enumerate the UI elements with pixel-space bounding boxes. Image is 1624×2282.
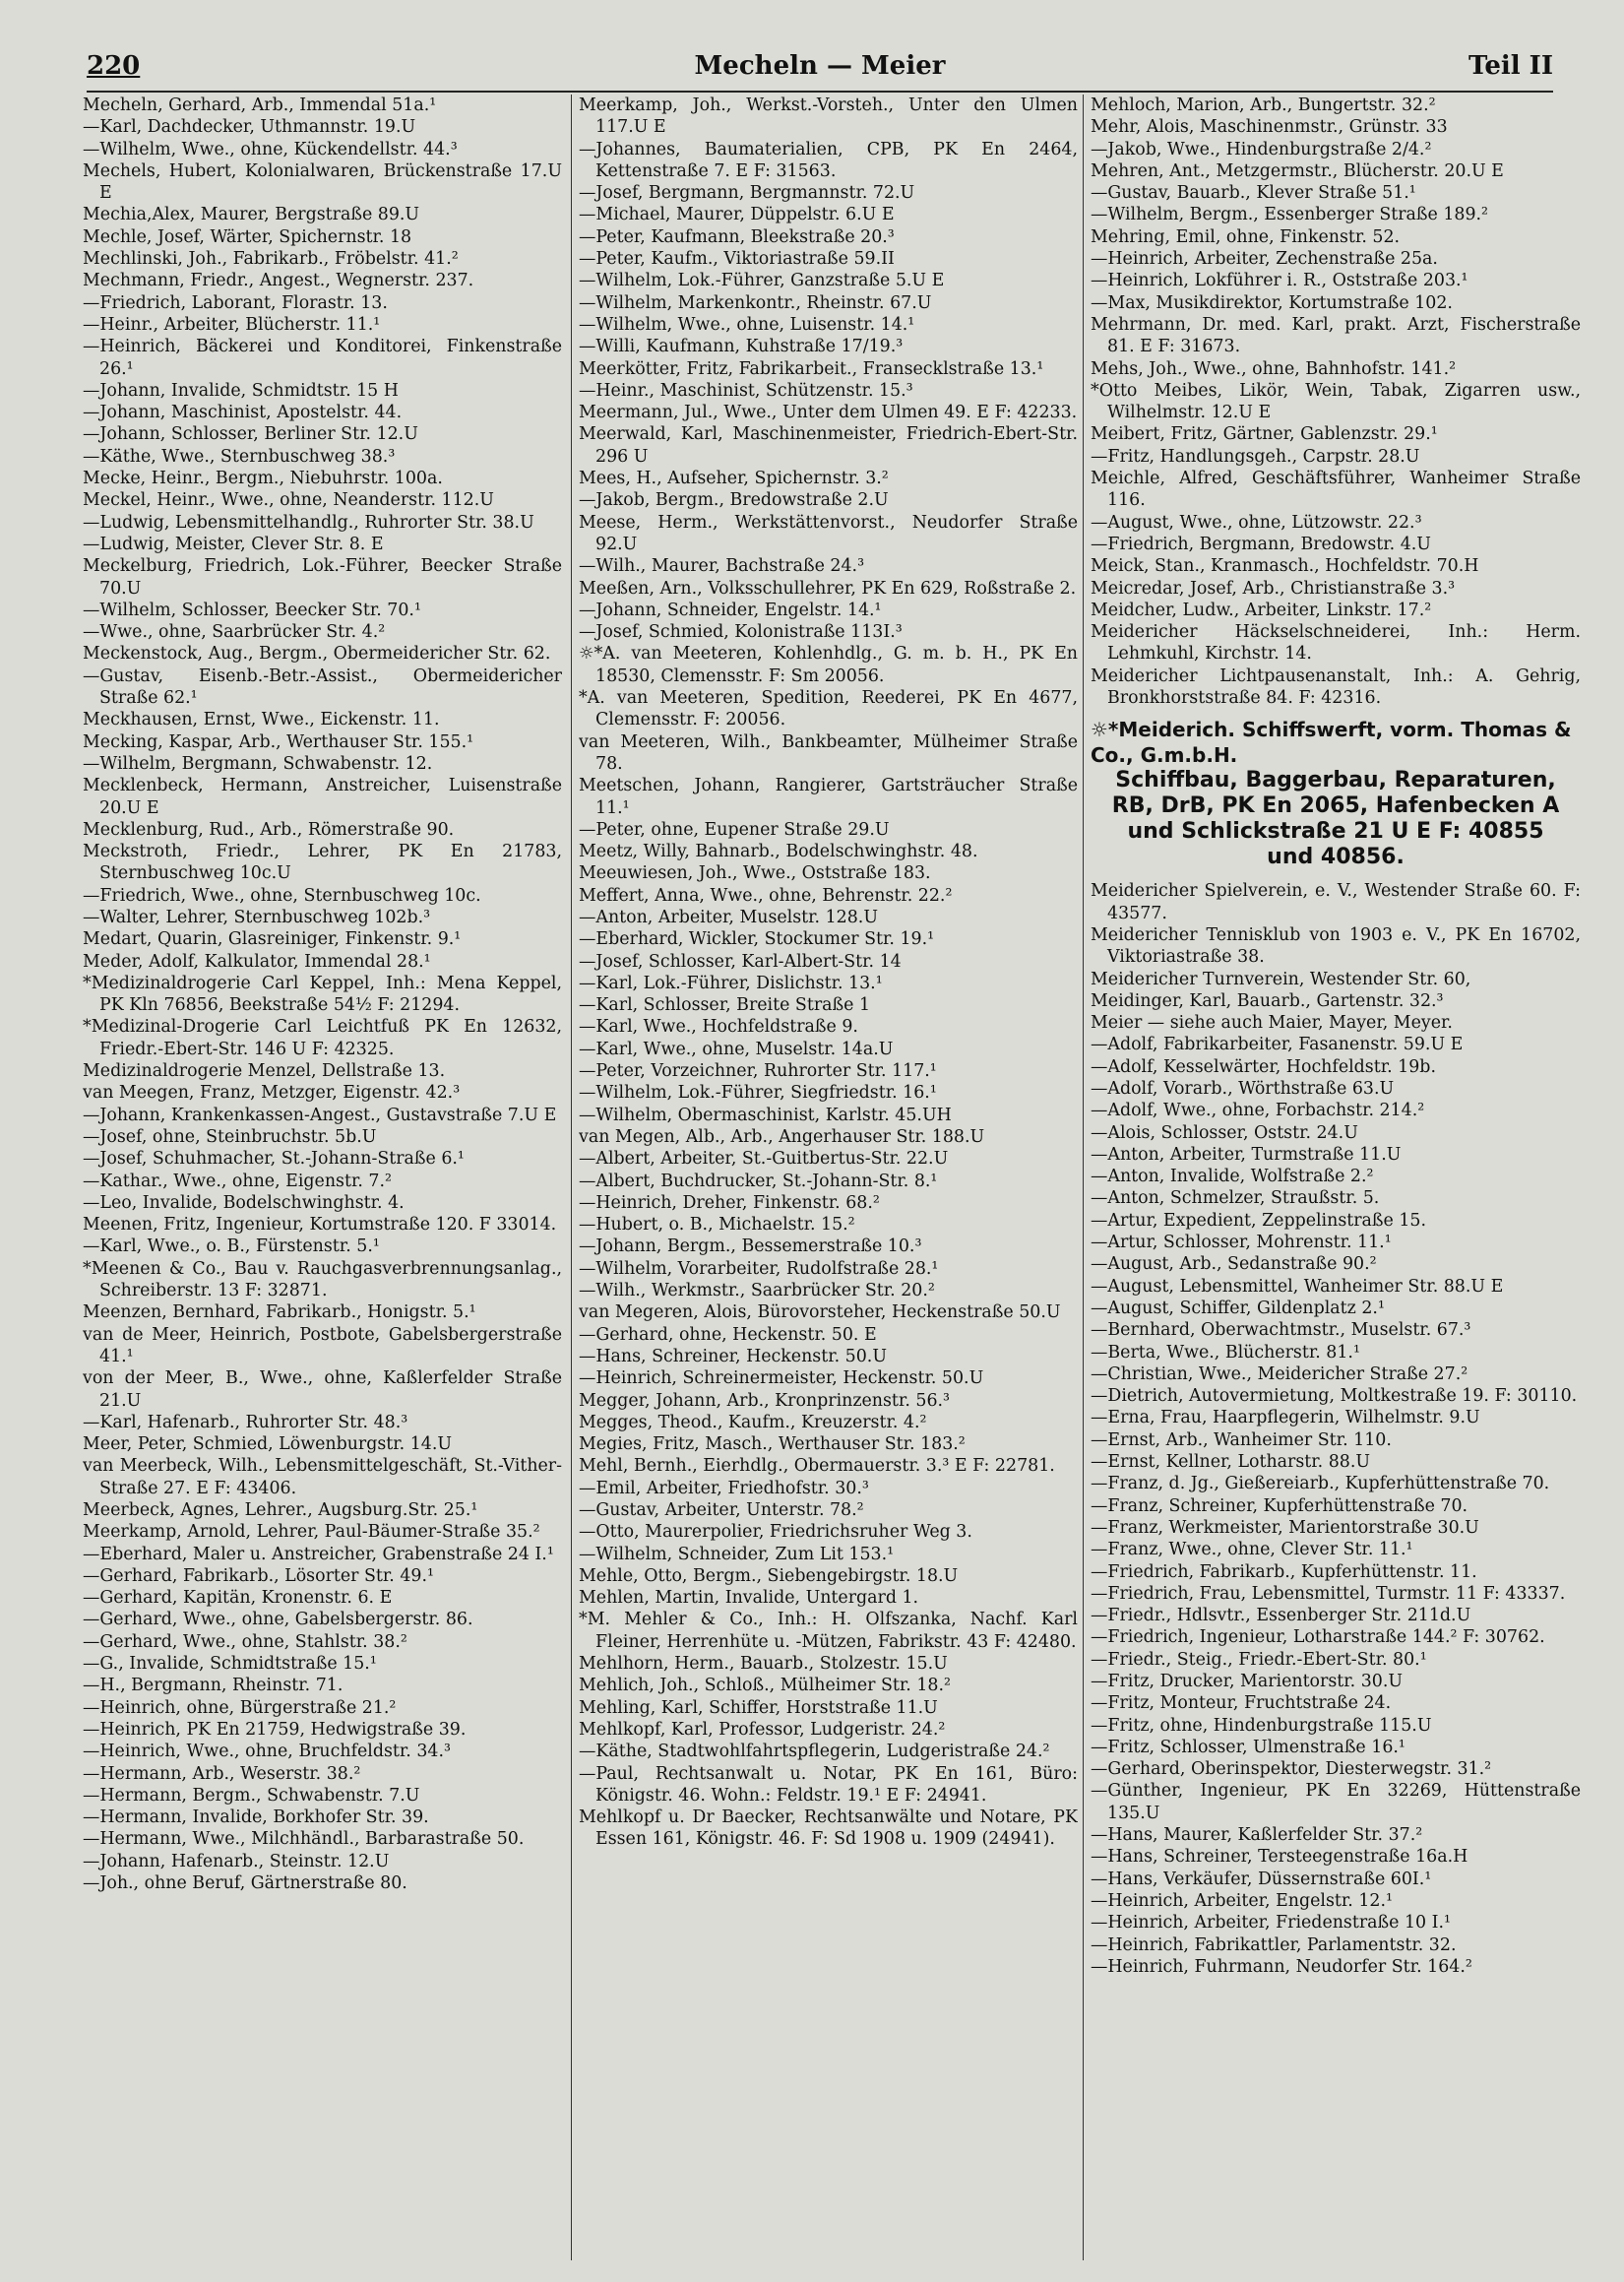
directory-entry: —Anton, Invalide, Wolfstraße 2.² xyxy=(1091,1167,1374,1187)
shipyard-advertisement xyxy=(1091,717,1581,870)
directory-entry: —Karl, Wwe., ohne, Muselstr. 14a.U xyxy=(579,1039,894,1059)
directory-entry: —Karl, Lok.-Führer, Dislichstr. 13.¹ xyxy=(579,973,883,993)
ad-line: Schiffbau, Baggerbau, Reparaturen, xyxy=(1115,768,1556,793)
directory-entry: —Dietrich, Autovermietung, Moltkestraße 19. F: 30110. xyxy=(1091,1386,1578,1407)
directory-entry: —Wilhelm, Markenkontr., Rheinstr. 67.U xyxy=(579,292,932,313)
directory-entry: —Hans, Schreiner, Heckenstr. 50.U xyxy=(579,1346,887,1366)
directory-entry: —Gustav, Eisenb.-Betr.-Assist., Obermeidericher Straße 62.¹ xyxy=(83,666,562,709)
directory-entry: Mehr, Alois, Maschinenmstr., Grünstr. 33 xyxy=(1091,117,1448,138)
directory-entry: Megges, Theod., Kaufm., Kreuzerstr. 4.² xyxy=(579,1412,927,1432)
directory-entry: —Leo, Invalide, Bodelschwinghstr. 4. xyxy=(83,1192,405,1213)
directory-entry: —Wwe., ohne, Saarbrücker Str. 4.² xyxy=(83,622,386,643)
directory-entry: Meckstroth, Friedr., Lehrer, PK En 21783, Sternbuschweg 10c.U xyxy=(83,842,562,884)
directory-entry: Meffert, Anna, Wwe., ohne, Behrenstr. 22.² xyxy=(579,885,953,906)
directory-entry: —August, Arb., Sedanstraße 90.² xyxy=(1091,1254,1377,1275)
directory-entry: —Fritz, Drucker, Marientorstr. 30.U xyxy=(1091,1672,1404,1691)
directory-entry: van Meerbeck, Wilh., Lebensmittelgeschäft, St.-Vither-Straße 27. E F: 43406. xyxy=(83,1456,562,1498)
directory-entry: —Johann, Maschinist, Apostelstr. 44. xyxy=(83,403,403,423)
directory-entry: —Josef, ohne, Steinbruchstr. 5b.U xyxy=(83,1126,377,1147)
directory-entry: —Heinrich, PK En 21759, Hedwigstraße 39. xyxy=(83,1719,467,1740)
directory-entry: Meick, Stan., Kranmasch., Hochfeldstr. 70.H xyxy=(1091,556,1479,577)
directory-entry: Mecklenbeck, Hermann, Anstreicher, Luisenstraße 20.U E xyxy=(83,776,562,818)
directory-entry: Megger, Johann, Arb., Kronprinzenstr. 56.³ xyxy=(579,1390,951,1411)
directory-entry: Mehling, Karl, Schiffer, Horststraße 11.U xyxy=(579,1697,938,1718)
directory-entry: van Meegen, Franz, Metzger, Eigenstr. 42.³ xyxy=(83,1083,461,1104)
directory-entry: —Wilhelm, Schlosser, Beecker Str. 70.¹ xyxy=(83,600,421,620)
directory-entry: —Wilhelm, Schneider, Zum Lit 153.¹ xyxy=(579,1544,895,1564)
directory-entry: —Gerhard, Oberinspektor, Diesterwegstr. 31.² xyxy=(1091,1759,1492,1780)
directory-entry: —Ernst, Kellner, Lotharstr. 88.U xyxy=(1091,1452,1371,1473)
directory-entry: Mehring, Emil, ohne, Finkenstr. 52. xyxy=(1091,226,1401,247)
directory-entry: —Max, Musikdirektor, Kortumstraße 102. xyxy=(1091,292,1453,313)
directory-entry: —Karl, Dachdecker, Uthmannstr. 19.U xyxy=(83,117,416,138)
directory-entry: —Wilhelm, Vorarbeiter, Rudolfstraße 28.¹ xyxy=(579,1258,939,1279)
directory-entry: —Michael, Maurer, Düppelstr. 6.U E xyxy=(579,205,895,225)
directory-entry: —Albert, Arbeiter, St.-Guitbertus-Str. 22.U xyxy=(579,1149,949,1170)
directory-entry: Meese, Herm., Werkstättenvorst., Neudorfer Straße 92.U xyxy=(579,512,1078,554)
directory-entry: —Johann, Invalide, Schmidtstr. 15 H xyxy=(83,380,399,401)
directory-entry: —Alois, Schlosser, Oststr. 24.U xyxy=(1091,1122,1358,1143)
page-header xyxy=(87,51,1553,91)
directory-entry: —Heinr., Maschinist, Schützenstr. 15.³ xyxy=(579,380,913,401)
directory-entry: —Heinrich, Fabrikattler, Parlamentstr. 32. xyxy=(1091,1934,1457,1955)
ad-title: ☼*Meiderich. Schiffswerft, vorm. Thomas & Co., G.m.b.H. xyxy=(1091,718,1572,768)
directory-entry: —Johann, Hafenarb., Steinstr. 12.U xyxy=(83,1851,390,1871)
directory-entry: —Gerhard, Fabrikarb., Lösorter Str. 49.¹ xyxy=(83,1565,434,1586)
directory-entry: *Medizinaldrogerie Carl Keppel, Inh.: Mena Keppel, PK Kln 76856, Beekstraße 54½ F: 21294. xyxy=(83,973,562,1016)
directory-entry: —Johann, Bergm., Bessemerstraße 10.³ xyxy=(579,1236,922,1257)
directory-entry: —Peter, ohne, Eupener Straße 29.U xyxy=(579,819,890,840)
directory-entry: —Günther, Ingenieur, PK En 32269, Hüttenstraße 135.U xyxy=(1091,1781,1581,1823)
directory-entry: —Eberhard, Wickler, Stockumer Str. 19.¹ xyxy=(579,929,935,950)
column-3-entries-top xyxy=(1091,95,1581,709)
directory-entry: Mehrmann, Dr. med. Karl, prakt. Arzt, Fischerstraße 81. E F: 31673. xyxy=(1091,314,1581,357)
directory-entry: —Heinrich, Arbeiter, Engelstr. 12.¹ xyxy=(1091,1890,1393,1911)
directory-entry: —Heinrich, Arbeiter, Zechenstraße 25a. xyxy=(1091,249,1438,270)
column-divider xyxy=(1083,95,1084,2260)
directory-entry: —Adolf, Kesselwärter, Hochfeldstr. 19b. xyxy=(1091,1056,1436,1077)
directory-entry: Mecheln, Gerhard, Arb., Immendal 51a.¹ xyxy=(83,95,437,115)
directory-entry: —Adolf, Wwe., ohne, Forbachstr. 214.² xyxy=(1091,1101,1425,1121)
directory-entry: —Kathar., Wwe., ohne, Eigenstr. 7.² xyxy=(83,1171,392,1191)
directory-entry: —Hans, Schreiner, Tersteegenstraße 16a.H xyxy=(1091,1847,1468,1868)
directory-entry: —Peter, Vorzeichner, Ruhrorter Str. 117.¹ xyxy=(579,1061,937,1082)
directory-entry: Meidcher, Ludw., Arbeiter, Linkstr. 17.² xyxy=(1091,600,1432,620)
directory-entry: —Eberhard, Maler u. Anstreicher, Grabenstraße 24 I.¹ xyxy=(83,1544,554,1564)
directory-entry: —Peter, Kaufm., Viktoriastraße 59.II xyxy=(579,249,895,270)
directory-entry: —Friedrich, Frau, Lebensmittel, Turmstr. 11 F: 43337. xyxy=(1091,1583,1566,1604)
directory-entry: Meidericher Häckselschneiderei, Inh.: Herm. Lehmkuhl, Kirchstr. 14. xyxy=(1091,622,1581,665)
directory-entry: —Artur, Schlosser, Mohrenstr. 11.¹ xyxy=(1091,1233,1392,1253)
directory-entry: Meidericher Turnverein, Westender Str. 60, xyxy=(1091,969,1471,989)
directory-entry: Meerkamp, Arnold, Lehrer, Paul-Bäumer-Straße 35.² xyxy=(83,1522,540,1543)
directory-entry: Meier — siehe auch Maier, Mayer, Meyer. xyxy=(1091,1013,1453,1034)
directory-entry: Mehlen, Martin, Invalide, Untergard 1. xyxy=(579,1588,919,1609)
directory-entry: —Heinr., Arbeiter, Blücherstr. 11.¹ xyxy=(83,314,381,335)
ad-line: RB, DrB, PK En 2065, Hafenbecken A xyxy=(1111,793,1560,819)
directory-entry: —Gustav, Arbeiter, Unterstr. 78.² xyxy=(579,1500,864,1520)
directory-entry: —Fritz, Monteur, Fruchtstraße 24. xyxy=(1091,1693,1392,1714)
directory-entry: Meetschen, Johann, Rangierer, Gartsträucher Straße 11.¹ xyxy=(579,776,1078,818)
directory-entry: —Johann, Krankenkassen-Angest., Gustavstraße 7.U E xyxy=(83,1105,557,1125)
directory-entry: —Adolf, Fabrikarbeiter, Fasanenstr. 59.U E xyxy=(1091,1035,1464,1055)
directory-entry: —Willi, Kaufmann, Kuhstraße 17/19.³ xyxy=(579,337,904,357)
directory-entry: *Otto Meibes, Likör, Wein, Tabak, Zigarren usw., Wilhelmstr. 12.U E xyxy=(1091,380,1581,423)
directory-entry: Meenzen, Bernhard, Fabrikarb., Honigstr. 5.¹ xyxy=(83,1302,476,1323)
directory-entry: —Wilh., Maurer, Bachstraße 24.³ xyxy=(579,556,865,577)
directory-entry: —Christian, Wwe., Meidericher Straße 27.² xyxy=(1091,1363,1468,1384)
directory-entry: —Hans, Maurer, Kaßlerfelder Str. 37.² xyxy=(1091,1825,1423,1846)
directory-entry: —Gerhard, Kapitän, Kronenstr. 6. E xyxy=(83,1588,393,1609)
directory-entry: —Franz, d. Jg., Gießereiarb., Kupferhüttenstraße 70. xyxy=(1091,1474,1550,1494)
directory-entry: —Ludwig, Meister, Clever Str. 8. E xyxy=(83,534,384,554)
directory-entry: Mechmann, Friedr., Angest., Wegnerstr. 237. xyxy=(83,271,474,291)
directory-entry: —Franz, Wwe., ohne, Clever Str. 11.¹ xyxy=(1091,1540,1413,1560)
directory-entry: —Heinrich, Wwe., ohne, Bruchfeldstr. 34.³ xyxy=(83,1742,451,1762)
directory-entry: *A. van Meeteren, Spedition, Reederei, PK En 4677, Clemensstr. F: 20056. xyxy=(579,688,1078,730)
directory-entry: van Megeren, Alois, Bürovorsteher, Heckenstraße 50.U xyxy=(579,1302,1061,1323)
column-1 xyxy=(83,95,562,2270)
directory-entry: —Käthe, Stadtwohlfahrtspflegerin, Ludgeristraße 24.² xyxy=(579,1742,1050,1762)
directory-entry: Meerwald, Karl, Maschinenmeister, Friedrich-Ebert-Str. 296 U xyxy=(579,424,1078,467)
directory-entry: —Erna, Frau, Haarpflegerin, Wilhelmstr. 9.U xyxy=(1091,1408,1480,1428)
directory-entry: —Friedrich, Laborant, Florastr. 13. xyxy=(83,292,388,313)
directory-entry: Meer, Peter, Schmied, Löwenburgstr. 14.U xyxy=(83,1434,453,1455)
page-number: 220 xyxy=(87,51,141,81)
directory-entry: Meckhausen, Ernst, Wwe., Eickenstr. 11. xyxy=(83,710,440,730)
directory-entry: van de Meer, Heinrich, Postbote, Gabelsbergerstraße 41.¹ xyxy=(83,1324,562,1366)
column-2 xyxy=(579,95,1078,2270)
directory-entry: —Peter, Kaufmann, Bleekstraße 20.³ xyxy=(579,226,895,247)
directory-entry: Mechels, Hubert, Kolonialwaren, Brückenstraße 17.U E xyxy=(83,160,562,204)
directory-entry: —Artur, Expedient, Zeppelinstraße 15. xyxy=(1091,1210,1427,1231)
directory-entry: —Heinrich, Schreinermeister, Heckenstr. 50.U xyxy=(579,1368,984,1389)
directory-entry: —Heinrich, Fuhrmann, Neudorfer Str. 164.² xyxy=(1091,1956,1472,1977)
directory-entry: Meder, Adolf, Kalkulator, Immendal 28.¹ xyxy=(83,951,431,972)
directory-entry: Meeßen, Arn., Volksschullehrer, PK En 629, Roßstraße 2. xyxy=(579,578,1077,599)
directory-entry: —Heinrich, Dreher, Finkenstr. 68.² xyxy=(579,1192,880,1213)
directory-entry: —Heinrich, ohne, Bürgerstraße 21.² xyxy=(83,1697,397,1718)
directory-entry: —Fritz, Handlungsgeh., Carpstr. 28.U xyxy=(1091,446,1420,467)
directory-entry: Meerbeck, Agnes, Lehrer., Augsburg.Str. 25.¹ xyxy=(83,1500,478,1520)
directory-entry: —Karl, Schlosser, Breite Straße 1 xyxy=(579,995,871,1016)
directory-entry: —Josef, Schuhmacher, St.-Johann-Straße 6.¹ xyxy=(83,1149,465,1170)
directory-entry: —Wilhelm, Wwe., ohne, Luisenstr. 14.¹ xyxy=(579,314,915,335)
directory-entry: —Josef, Schmied, Kolonistraße 113I.³ xyxy=(579,622,903,643)
directory-entry: —Hermann, Invalide, Borkhofer Str. 39. xyxy=(83,1807,429,1828)
directory-entry: —Johannes, Baumaterialien, CPB, PK En 2464, Kettenstraße 7. E F: 31563. xyxy=(579,139,1078,181)
directory-entry: *Medizinal-Drogerie Carl Leichtfuß PK En 12632, Friedr.-Ebert-Str. 146 U F: 42325. xyxy=(83,1017,562,1059)
directory-entry: Mechlinski, Joh., Fabrikarb., Fröbelstr. 41.² xyxy=(83,249,459,270)
directory-entry: Mehle, Otto, Bergm., Siebengebirgstr. 18.U xyxy=(579,1565,959,1586)
directory-entry: —Wilhelm, Lok.-Führer, Ganzstraße 5.U E xyxy=(579,271,945,291)
directory-entry: Meenen, Fritz, Ingenieur, Kortumstraße 120. F 33014. xyxy=(83,1215,557,1236)
directory-entry: Medizinaldrogerie Menzel, Dellstraße 13. xyxy=(83,1061,446,1082)
directory-entry: —Fritz, ohne, Hindenburgstraße 115.U xyxy=(1091,1715,1432,1736)
directory-entry: —Jakob, Wwe., Hindenburgstraße 2/4.² xyxy=(1091,139,1432,159)
directory-entry: —Friedrich, Ingenieur, Lotharstraße 144.² F: 30762. xyxy=(1091,1627,1545,1648)
directory-entry: —Hermann, Wwe., Milchhändl., Barbarastraße 50. xyxy=(83,1829,525,1850)
directory-entry: —Gerhard, Wwe., ohne, Gabelsbergerstr. 86. xyxy=(83,1610,473,1630)
directory-entry: —Gustav, Bauarb., Klever Straße 51.¹ xyxy=(1091,183,1416,204)
directory-entry: —Paul, Rechtsanwalt u. Notar, PK En 161, Büro: Königstr. 46. Wohn.: Feldstr. 19.¹ E F: 24941. xyxy=(579,1763,1078,1806)
directory-entry: —Wilhelm, Bergm., Essenberger Straße 189.² xyxy=(1091,205,1489,225)
directory-entry: —Karl, Wwe., Hochfeldstraße 9. xyxy=(579,1017,858,1038)
directory-entry: —Josef, Schlosser, Karl-Albert-Str. 14 xyxy=(579,951,902,972)
directory-entry: Meidericher Spielverein, e. V., Westender Straße 60. F: 43577. xyxy=(1091,881,1581,923)
directory-entry: —Franz, Schreiner, Kupferhüttenstraße 70. xyxy=(1091,1495,1468,1516)
ad-line: und 40856. xyxy=(1267,845,1405,870)
directory-entry: Meichle, Alfred, Geschäftsführer, Wanheimer Straße 116. xyxy=(1091,469,1581,511)
directory-entry: —Fritz, Schlosser, Ulmenstraße 16.¹ xyxy=(1091,1737,1405,1757)
directory-entry: *M. Mehler & Co., Inh.: H. Olfszanka, Nachf. Karl Fleiner, Herrenhüte u. -Mützen, Fabrikstr. 43 F: 42480. xyxy=(579,1610,1078,1652)
directory-entry: —Karl, Wwe., o. B., Fürstenstr. 5.¹ xyxy=(83,1236,380,1257)
directory-entry: Mehlkopf, Karl, Professor, Ludgeristr. 24.² xyxy=(579,1719,946,1740)
directory-entry: Meermann, Jul., Wwe., Unter dem Ulmen 49. E F: 42233. xyxy=(579,403,1078,423)
directory-entry: —Adolf, Vorarb., Wörthstraße 63.U xyxy=(1091,1078,1395,1099)
directory-entry: Meerkötter, Fritz, Fabrikarbeit., Fransecklstraße 13.¹ xyxy=(579,358,1044,379)
column-3 xyxy=(1091,95,1581,2270)
directory-entry: Meidericher Lichtpausenanstalt, Inh.: A. Gehrig, Bronkhorststraße 84. F: 42316. xyxy=(1091,666,1581,709)
directory-entry: von der Meer, B., Wwe., ohne, Kaßlerfelder Straße 21.U xyxy=(83,1368,562,1411)
directory-entry: —Friedr., Hdlsvtr., Essenberger Str. 211d.U xyxy=(1091,1606,1471,1626)
directory-entry: —Josef, Bergmann, Bergmannstr. 72.U xyxy=(579,183,915,204)
directory-entry: —Heinrich, Bäckerei und Konditorei, Finkenstraße 26.¹ xyxy=(83,337,562,379)
directory-entry: —Berta, Wwe., Blücherstr. 81.¹ xyxy=(1091,1342,1360,1363)
directory-entry: Mehlkopf u. Dr Baecker, Rechtsanwälte und Notare, PK Essen 161, Königstr. 46. F: Sd 1908 u. 1909 (24941). xyxy=(579,1807,1078,1850)
directory-entry: —Johann, Schneider, Engelstr. 14.¹ xyxy=(579,600,882,620)
directory-entry: —H., Bergmann, Rheinstr. 71. xyxy=(83,1676,344,1696)
directory-entry: —Joh., ohne Beruf, Gärtnerstraße 80. xyxy=(83,1873,407,1894)
directory-entry: —Emil, Arbeiter, Friedhofstr. 30.³ xyxy=(579,1478,869,1498)
directory-entry: Mecklenburg, Rud., Arb., Römerstraße 90. xyxy=(83,819,455,840)
directory-entry: —August, Lebensmittel, Wanheimer Str. 88.U E xyxy=(1091,1276,1504,1297)
directory-entry: Meidinger, Karl, Bauarb., Gartenstr. 32.³ xyxy=(1091,990,1444,1011)
directory-entry: —Gerhard, ohne, Heckenstr. 50. E xyxy=(579,1324,877,1345)
directory-entry: Megies, Fritz, Masch., Werthauser Str. 183.² xyxy=(579,1434,966,1455)
directory-entry: Mehren, Ant., Metzgermstr., Blücherstr. 20.U E xyxy=(1091,160,1504,181)
directory-entry: —Hans, Verkäufer, Düssernstraße 60I.¹ xyxy=(1091,1869,1432,1889)
directory-entry: —Hermann, Arb., Weserstr. 38.² xyxy=(83,1763,361,1784)
directory-entry: Medart, Quarin, Glasreiniger, Finkenstr. 9.¹ xyxy=(83,929,462,950)
page-title: Mecheln — Meier xyxy=(694,51,946,81)
directory-entry: —Friedrich, Wwe., ohne, Sternbuschweg 10c. xyxy=(83,885,481,906)
directory-entry: —Friedrich, Fabrikarb., Kupferhüttenstr. 11. xyxy=(1091,1561,1477,1582)
directory-entry: Mehlich, Joh., Schloß., Mülheimer Str. 18.² xyxy=(579,1676,951,1696)
directory-entry: *Meenen & Co., Bau v. Rauchgasverbrennungsanlag., Schreiberstr. 13 F: 32871. xyxy=(83,1258,562,1301)
directory-entry: —Wilhelm, Wwe., ohne, Kückendellstr. 44.³ xyxy=(83,139,458,159)
directory-entry: —Karl, Hafenarb., Ruhrorter Str. 48.³ xyxy=(83,1412,408,1432)
directory-entry: —Ernst, Arb., Wanheimer Str. 110. xyxy=(1091,1429,1392,1450)
directory-entry: Mehs, Joh., Wwe., ohne, Bahnhofstr. 141.² xyxy=(1091,358,1457,379)
directory-entry: —G., Invalide, Schmidtstraße 15.¹ xyxy=(83,1654,377,1675)
directory-entry: Mechia,Alex, Maurer, Bergstraße 89.U xyxy=(83,205,420,225)
directory-entry: Mees, H., Aufseher, Spichernstr. 3.² xyxy=(579,469,889,489)
header-divider xyxy=(87,91,1553,93)
directory-entry: Mecking, Kaspar, Arb., Werthauser Str. 155.¹ xyxy=(83,731,474,752)
directory-entry: —Jakob, Bergm., Bredowstraße 2.U xyxy=(579,490,889,511)
directory-entry: Meckelburg, Friedrich, Lok.-Führer, Beecker Straße 70.U xyxy=(83,556,562,599)
directory-entry: —Hubert, o. B., Michaelstr. 15.² xyxy=(579,1215,855,1236)
directory-entry: —Anton, Schmelzer, Straußstr. 5. xyxy=(1091,1188,1380,1209)
directory-entry: —Anton, Arbeiter, Muselstr. 128.U xyxy=(579,907,878,927)
directory-entry: —Otto, Maurerpolier, Friedrichsruher Weg 3. xyxy=(579,1522,972,1543)
directory-entry: ☼*A. van Meeteren, Kohlenhdlg., G. m. b. H., PK En 18530, Clemensstr. F: Sm 20056. xyxy=(579,644,1078,686)
directory-entry: —Friedrich, Bergmann, Bredowstr. 4.U xyxy=(1091,534,1431,554)
directory-entry: —Walter, Lehrer, Sternbuschweg 102b.³ xyxy=(83,907,431,927)
directory-entry: Meidericher Tennisklub von 1903 e. V., PK En 16702, Viktoriastraße 38. xyxy=(1091,924,1581,968)
directory-entry: Mehloch, Marion, Arb., Bungertstr. 32.² xyxy=(1091,95,1436,115)
directory-entry: —Albert, Buchdrucker, St.-Johann-Str. 8.¹ xyxy=(579,1171,938,1191)
directory-entry: Mehlhorn, Herm., Bauarb., Stolzestr. 15.U xyxy=(579,1654,948,1675)
directory-entry: —Wilhelm, Obermaschinist, Karlstr. 45.UH xyxy=(579,1105,952,1125)
directory-entry: van Meeteren, Wilh., Bankbeamter, Mülheimer Straße 78. xyxy=(579,731,1078,774)
directory-entry: —Wilhelm, Bergmann, Schwabenstr. 12. xyxy=(83,753,433,774)
directory-entry: —Anton, Arbeiter, Turmstraße 11.U xyxy=(1091,1144,1402,1165)
directory-entry: —August, Wwe., ohne, Lützowstr. 22.³ xyxy=(1091,512,1422,533)
directory-entry: Meckel, Heinr., Wwe., ohne, Neanderstr. 112.U xyxy=(83,490,494,511)
directory-entry: —Heinrich, Lokführer i. R., Oststraße 203.¹ xyxy=(1091,271,1468,291)
directory-entry: —Bernhard, Oberwachtmstr., Muselstr. 67.³ xyxy=(1091,1320,1471,1341)
directory-entry: —Wilh., Werkmstr., Saarbrücker Str. 20.² xyxy=(579,1281,935,1301)
column-divider xyxy=(571,95,572,2260)
directory-entry: Mecke, Heinr., Bergm., Niebuhrstr. 100a. xyxy=(83,469,443,489)
directory-entry: —Friedr., Steig., Friedr.-Ebert-Str. 80.¹ xyxy=(1091,1649,1427,1670)
directory-entry: Meibert, Fritz, Gärtner, Gablenzstr. 29.¹ xyxy=(1091,424,1438,445)
directory-entry: Mehl, Bernh., Eierhdlg., Obermauerstr. 3.³ E F: 22781. xyxy=(579,1456,1055,1477)
directory-entry: Meckenstock, Aug., Bergm., Obermeidericher Str. 62. xyxy=(83,644,551,665)
part-label: Teil II xyxy=(1468,51,1553,81)
directory-entry: —Hermann, Bergm., Schwabenstr. 7.U xyxy=(83,1785,420,1806)
directory-entry: —Franz, Werkmeister, Marientorstraße 30.U xyxy=(1091,1517,1479,1538)
directory-entry: van Megen, Alb., Arb., Angerhauser Str. 188.U xyxy=(579,1126,985,1147)
directory-entry: Mechle, Josef, Wärter, Spichernstr. 18 xyxy=(83,226,412,247)
directory-entry: —August, Schiffer, Gildenplatz 2.¹ xyxy=(1091,1298,1385,1318)
directory-entry: —Heinrich, Arbeiter, Friedenstraße 10 I.¹ xyxy=(1091,1913,1451,1933)
directory-entry: Meeuwiesen, Joh., Wwe., Oststraße 183. xyxy=(579,863,931,884)
directory-entry: —Johann, Schlosser, Berliner Str. 12.U xyxy=(83,424,418,445)
ad-line: und Schlickstraße 21 U E F: 40855 xyxy=(1127,819,1544,845)
column-3-entries-bottom xyxy=(1091,880,1581,1978)
directory-entry: —Gerhard, Wwe., ohne, Stahlstr. 38.² xyxy=(83,1631,407,1652)
directory-entry: Meicredar, Josef, Arb., Christianstraße 3.³ xyxy=(1091,578,1456,599)
directory-entry: Meerkamp, Joh., Werkst.-Vorsteh., Unter den Ulmen 117.U E xyxy=(579,95,1078,138)
directory-entry: Meetz, Willy, Bahnarb., Bodelschwinghstr. 48. xyxy=(579,842,978,862)
directory-entry: —Ludwig, Lebensmittelhandlg., Ruhrorter Str. 38.U xyxy=(83,512,534,533)
directory-entry: —Käthe, Wwe., Sternbuschweg 38.³ xyxy=(83,446,396,467)
directory-entry: —Wilhelm, Lok.-Führer, Siegfriedstr. 16.¹ xyxy=(579,1083,937,1104)
